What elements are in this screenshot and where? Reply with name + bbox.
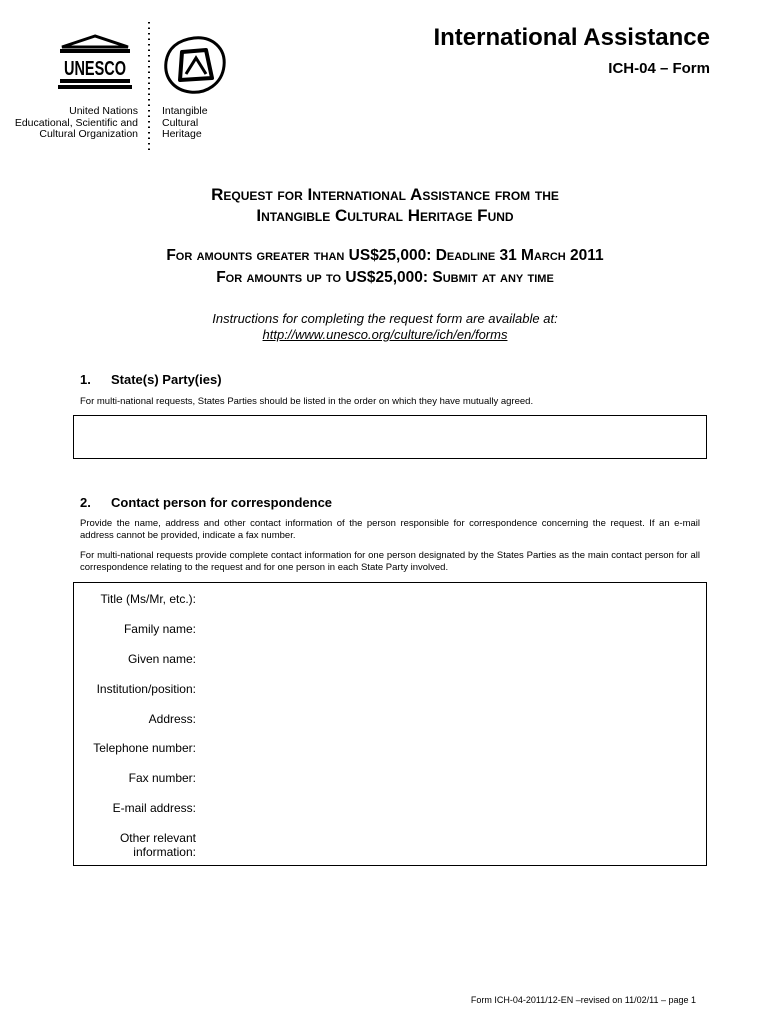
- deadline-info: For amounts greater than US$25,000: Deadline 31 March 2011 For amounts up to US$25,000: Submit at any time: [166, 247, 604, 286]
- fax-label: Fax number:: [128, 771, 196, 785]
- organization-name: United Nations Educational, Scientific and Cultural Organization: [14, 105, 138, 140]
- family-name-label: Family name:: [123, 622, 196, 636]
- form-code: ICH-04 – Form: [608, 60, 710, 77]
- email-label: E-mail address:: [112, 801, 196, 815]
- unesco-wordmark: UNESCO: [64, 58, 126, 80]
- states-parties-input[interactable]: [73, 415, 707, 459]
- document-title: International Assistance: [433, 24, 710, 51]
- ich-logo: [160, 34, 230, 96]
- address-label: Address:: [148, 712, 196, 726]
- given-name-label: Given name:: [127, 652, 196, 666]
- dotted-divider: [146, 22, 152, 152]
- section-2-note: Provide the name, address and other contact information of the person responsible for correspondence concerning the request. If an e-mail address cannot be provided, indicate a fax number.: [80, 518, 700, 541]
- instructions: Instructions for completing the request form are available at: http://www.unesco.org/culture/ich/en/forms: [212, 311, 558, 342]
- section-1-heading: 1. State(s) Party(ies): [80, 372, 222, 387]
- page-footer: Form ICH-04-2011/12-EN –revised on 11/02/11 – page 1: [470, 995, 696, 1005]
- institution-label: Institution/position:: [96, 682, 196, 696]
- section-2-heading: 2. Contact person for correspondence: [80, 495, 333, 510]
- other-info-label: Other relevant information:: [119, 831, 196, 859]
- section-1-note: For multi-national requests, States Parties should be listed in the order on which they have mutually agreed.: [80, 396, 534, 407]
- unesco-logo: [58, 34, 132, 90]
- page-title: Request for International Assistance from the Intangible Cultural Heritage Fund: [211, 185, 559, 225]
- title-label: Title (Ms/Mr, etc.):: [100, 592, 196, 606]
- instructions-link[interactable]: http://www.unesco.org/culture/ich/en/forms: [262, 327, 508, 342]
- section-2-note-multinational: For multi-national requests provide complete contact information for one person designated by the States Parties as the main contact person for all correspondence relating to the request and for one person in each State Party involved.: [80, 550, 700, 573]
- telephone-label: Telephone number:: [93, 741, 196, 755]
- contact-details-box: [73, 582, 707, 866]
- ich-name: Intangible Cultural Heritage: [162, 105, 208, 140]
